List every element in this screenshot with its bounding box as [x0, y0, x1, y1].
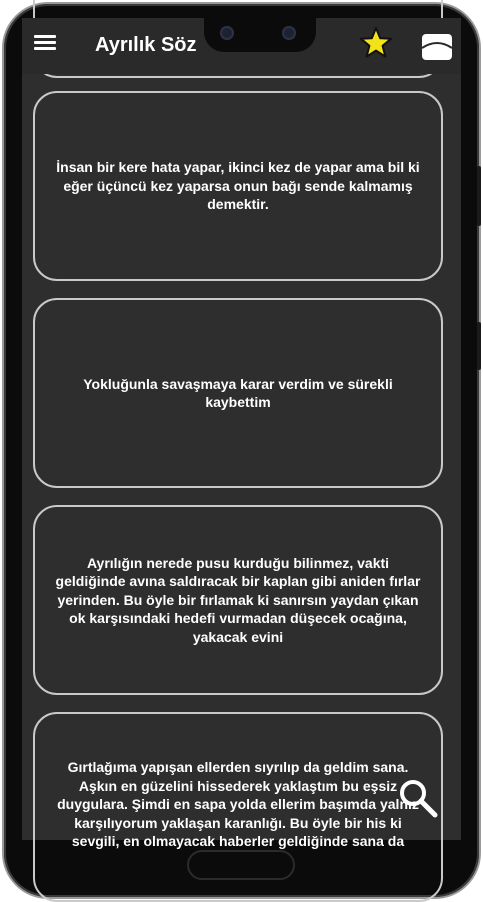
quote-list[interactable]	[22, 18, 461, 849]
magnifier-icon[interactable]	[396, 776, 440, 820]
front-camera-icon	[282, 26, 296, 40]
quote-text: Yokluğunla savaşmaya karar verdim ve sürekli kaybettim	[83, 375, 393, 410]
quote-text: Gırtlağıma yapışan ellerden sıyrılıp da geldim sana. Aşkın en güzelini hissederek yaklaştım bu eşsiz duygulara. Şimdi en sapa yolda ellerim başımda yalnız karşılıyorum yaklaşan karanlığı. Bu öyle bir his ki sevgili, en olmayacak haberler geldiğinde sana da	[57, 759, 419, 849]
hamburger-menu-icon[interactable]	[34, 35, 56, 51]
app-screen	[22, 18, 461, 849]
home-button[interactable]	[187, 850, 295, 880]
front-camera-icon	[220, 26, 234, 40]
quote-text: Ayrılığın nerede pusu kurduğu bilinmez, vakti geldiğinde avına saldıracak bir kaplan gibi aniden fırlar yerinden. Bu öyle bir fırlamak ki sanırsın yaydan çıkan ok karşısındaki hedefi vurmadan düşecek ocağına, yakacak evini	[55, 554, 421, 645]
quote-text: İnsan bir kere hata yapar, ikinci kez de yapar ama bil ki eğer üçüncü kez yaparsa onun bağı sende kalmamış demektir.	[56, 159, 420, 213]
volume-button	[477, 322, 481, 370]
quote-card[interactable]	[33, 91, 443, 281]
power-button	[477, 166, 481, 226]
camera-notch	[204, 18, 316, 52]
status-icon	[420, 30, 454, 64]
app-title: Ayrılık Söz	[95, 34, 197, 56]
quote-card[interactable]	[33, 505, 443, 695]
quote-card[interactable]	[33, 298, 443, 488]
star-icon[interactable]	[359, 26, 393, 60]
